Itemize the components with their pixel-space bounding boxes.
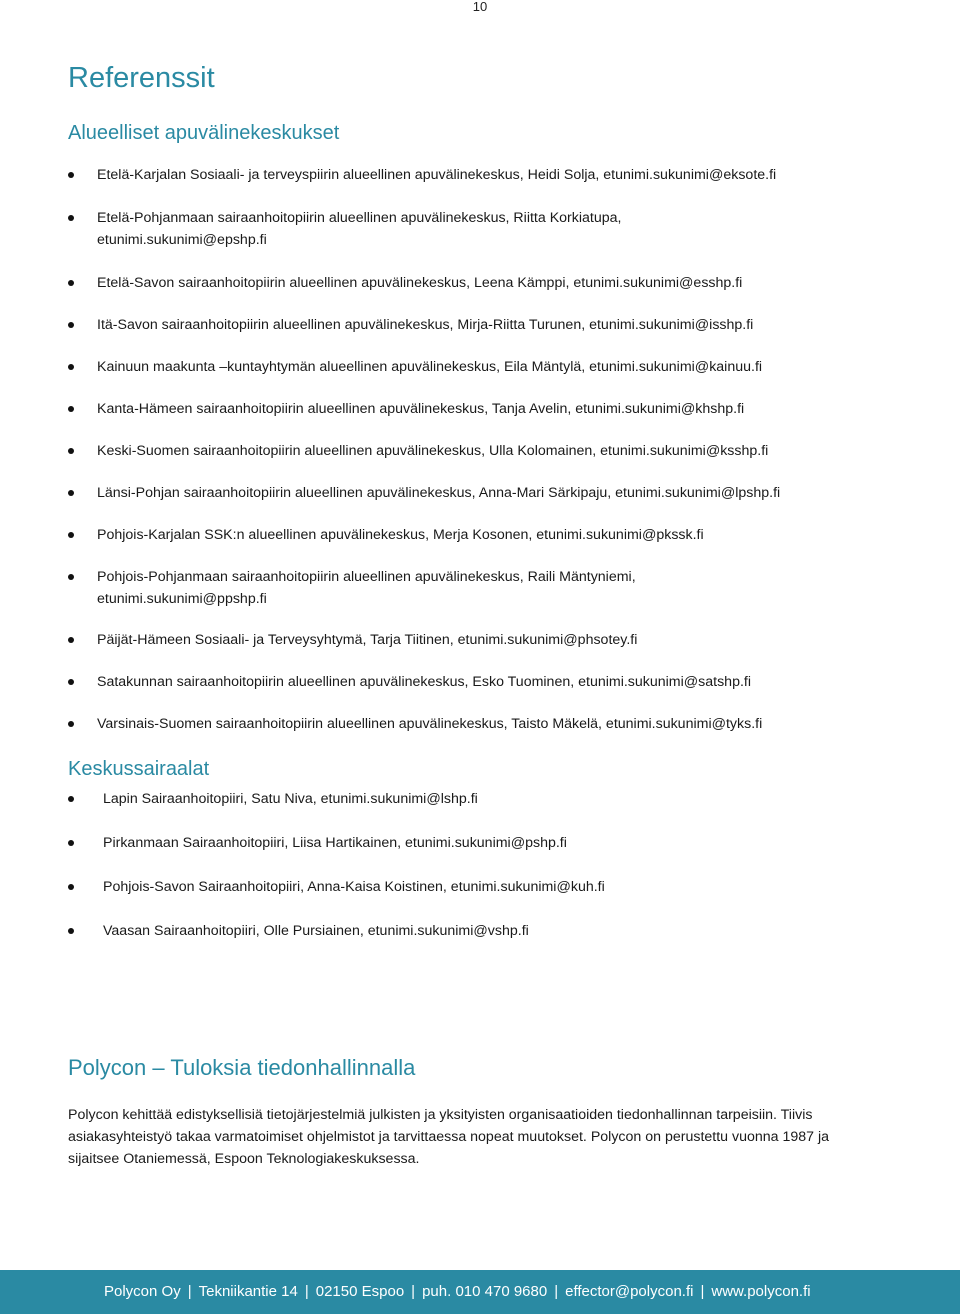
page-title: Referenssit [68,62,215,94]
bullet-icon [68,322,74,328]
list-item-text: Varsinais-Suomen sairaanhoitopiirin alueellinen apuvälinekeskus, Taisto Mäkelä, etunimi.sukunimi@tyks.fi [97,716,763,732]
bullet-icon [68,796,74,802]
bullet-icon [68,884,74,890]
list-item-text: Kanta-Hämeen sairaanhoitopiirin alueellinen apuvälinekeskus, Tanja Avelin, etunimi.sukunimi@khshp.fi [97,401,745,417]
footer-email-link[interactable]: effector@polycon.fi [565,1283,694,1300]
bullet-icon [68,280,74,286]
bullet-icon [68,532,74,538]
list-item-text: Vaasan Sairaanhoitopiiri, Olle Pursiainen, etunimi.sukunimi@vshp.fi [103,923,529,939]
footer-separator: | [304,1283,309,1300]
list-item-text: Etelä-Savon sairaanhoitopiirin alueellinen apuvälinekeskus, Leena Kämppi, etunimi.sukunimi@esshp.fi [97,275,743,291]
list-item-text: Länsi-Pohjan sairaanhoitopiirin alueellinen apuvälinekeskus, Anna-Mari Särkipaju, etunimi.sukunimi@lpshp.fi [97,485,781,501]
central-hospitals-heading: Keskussairaalat [68,758,210,780]
list-item-text: Päijät-Hämeen Sosiaali- ja Terveysyhtymä, Tarja Tiitinen, etunimi.sukunimi@phsotey.fi [97,632,638,648]
bullet-icon [68,840,74,846]
bullet-icon [68,448,74,454]
list-item-text: Satakunnan sairaanhoitopiirin alueellinen apuvälinekeskus, Esko Tuominen, etunimi.sukunimi@satshp.fi [97,674,752,690]
list-item-text: Itä-Savon sairaanhoitopiirin alueellinen apuvälinekeskus, Mirja-Riitta Turunen, etunimi.sukunimi@isshp.fi [97,317,754,333]
list-item-text: Kainuun maakunta –kuntayhtymän alueellinen apuvälinekeskus, Eila Mäntylä, etunimi.sukunimi@kainuu.fi [97,359,763,375]
footer-separator: | [411,1283,416,1300]
bullet-icon [68,364,74,370]
list-item-text: Etelä-Karjalan Sosiaali- ja terveyspiirin alueellinen apuvälinekeskus, Heidi Solja, etunimi.sukunimi@eksote.fi [97,167,777,183]
footer-address: Tekniikantie 14 [198,1283,298,1300]
footer-separator: | [187,1283,192,1300]
polycon-paragraph: Polycon kehittää edistyksellisiä tietojärjestelmiä julkisten ja yksityisten organisaatioiden tiedonhallinnan tarpeisiin. Tiivis asiakasyhteistyö takaa varmatoimiset ohjelmistot ja tarvittaessa nopeat muutokset. Polycon on perustettu vuonna 1987 ja sijaitsee Otaniemessä, Espoon Teknologiakeskuksessa. [68,1107,830,1167]
footer-separator: | [700,1283,705,1300]
footer-phone: puh. 010 470 9680 [422,1283,548,1300]
list-item-text: Lapin Sairaanhoitopiiri, Satu Niva, etunimi.sukunimi@lshp.fi [103,791,478,807]
footer [0,1270,960,1314]
bullet-icon [68,721,74,727]
regional-heading: Alueelliset apuvälinekeskukset [68,122,340,144]
bullet-icon [68,172,74,178]
footer-web-link[interactable]: www.polycon.fi [711,1283,811,1300]
page-number: 10 [472,0,488,14]
bullet-icon [68,406,74,412]
footer-company: Polycon Oy [104,1283,181,1300]
bullet-icon [68,928,74,934]
list-item-text: Pohjois-Savon Sairaanhoitopiiri, Anna-Kaisa Koistinen, etunimi.sukunimi@kuh.fi [103,879,605,895]
list-item-text: Pohjois-Karjalan SSK:n alueellinen apuvälinekeskus, Merja Kosonen, etunimi.sukunimi@pkssk.fi [97,527,704,543]
bullet-icon [68,490,74,496]
list-item-text: Keski-Suomen sairaanhoitopiirin alueellinen apuvälinekeskus, Ulla Kolomainen, etunimi.sukunimi@ksshp.fi [97,443,769,459]
polycon-heading: Polycon – Tuloksia tiedonhallinnalla [68,1055,416,1080]
list-item-text: Pirkanmaan Sairaanhoitopiiri, Liisa Hartikainen, etunimi.sukunimi@pshp.fi [103,835,567,851]
bullet-icon [68,637,74,643]
bullet-icon [68,215,74,221]
bullet-icon [68,574,74,580]
footer-separator: | [554,1283,559,1300]
bullet-icon [68,679,74,685]
list-item-text: Pohjois-Pohjanmaan sairaanhoitopiirin alueellinen apuvälinekeskus, Raili Mäntyniemi, etunimi.sukunimi@ppshp.fi [97,569,636,607]
footer-contact [104,1270,811,1314]
footer-postal: 02150 Espoo [315,1283,405,1300]
list-item-text: Etelä-Pohjanmaan sairaanhoitopiirin alueellinen apuvälinekeskus, Riitta Korkiatupa, etunimi.sukunimi@epshp.fi [97,210,622,248]
